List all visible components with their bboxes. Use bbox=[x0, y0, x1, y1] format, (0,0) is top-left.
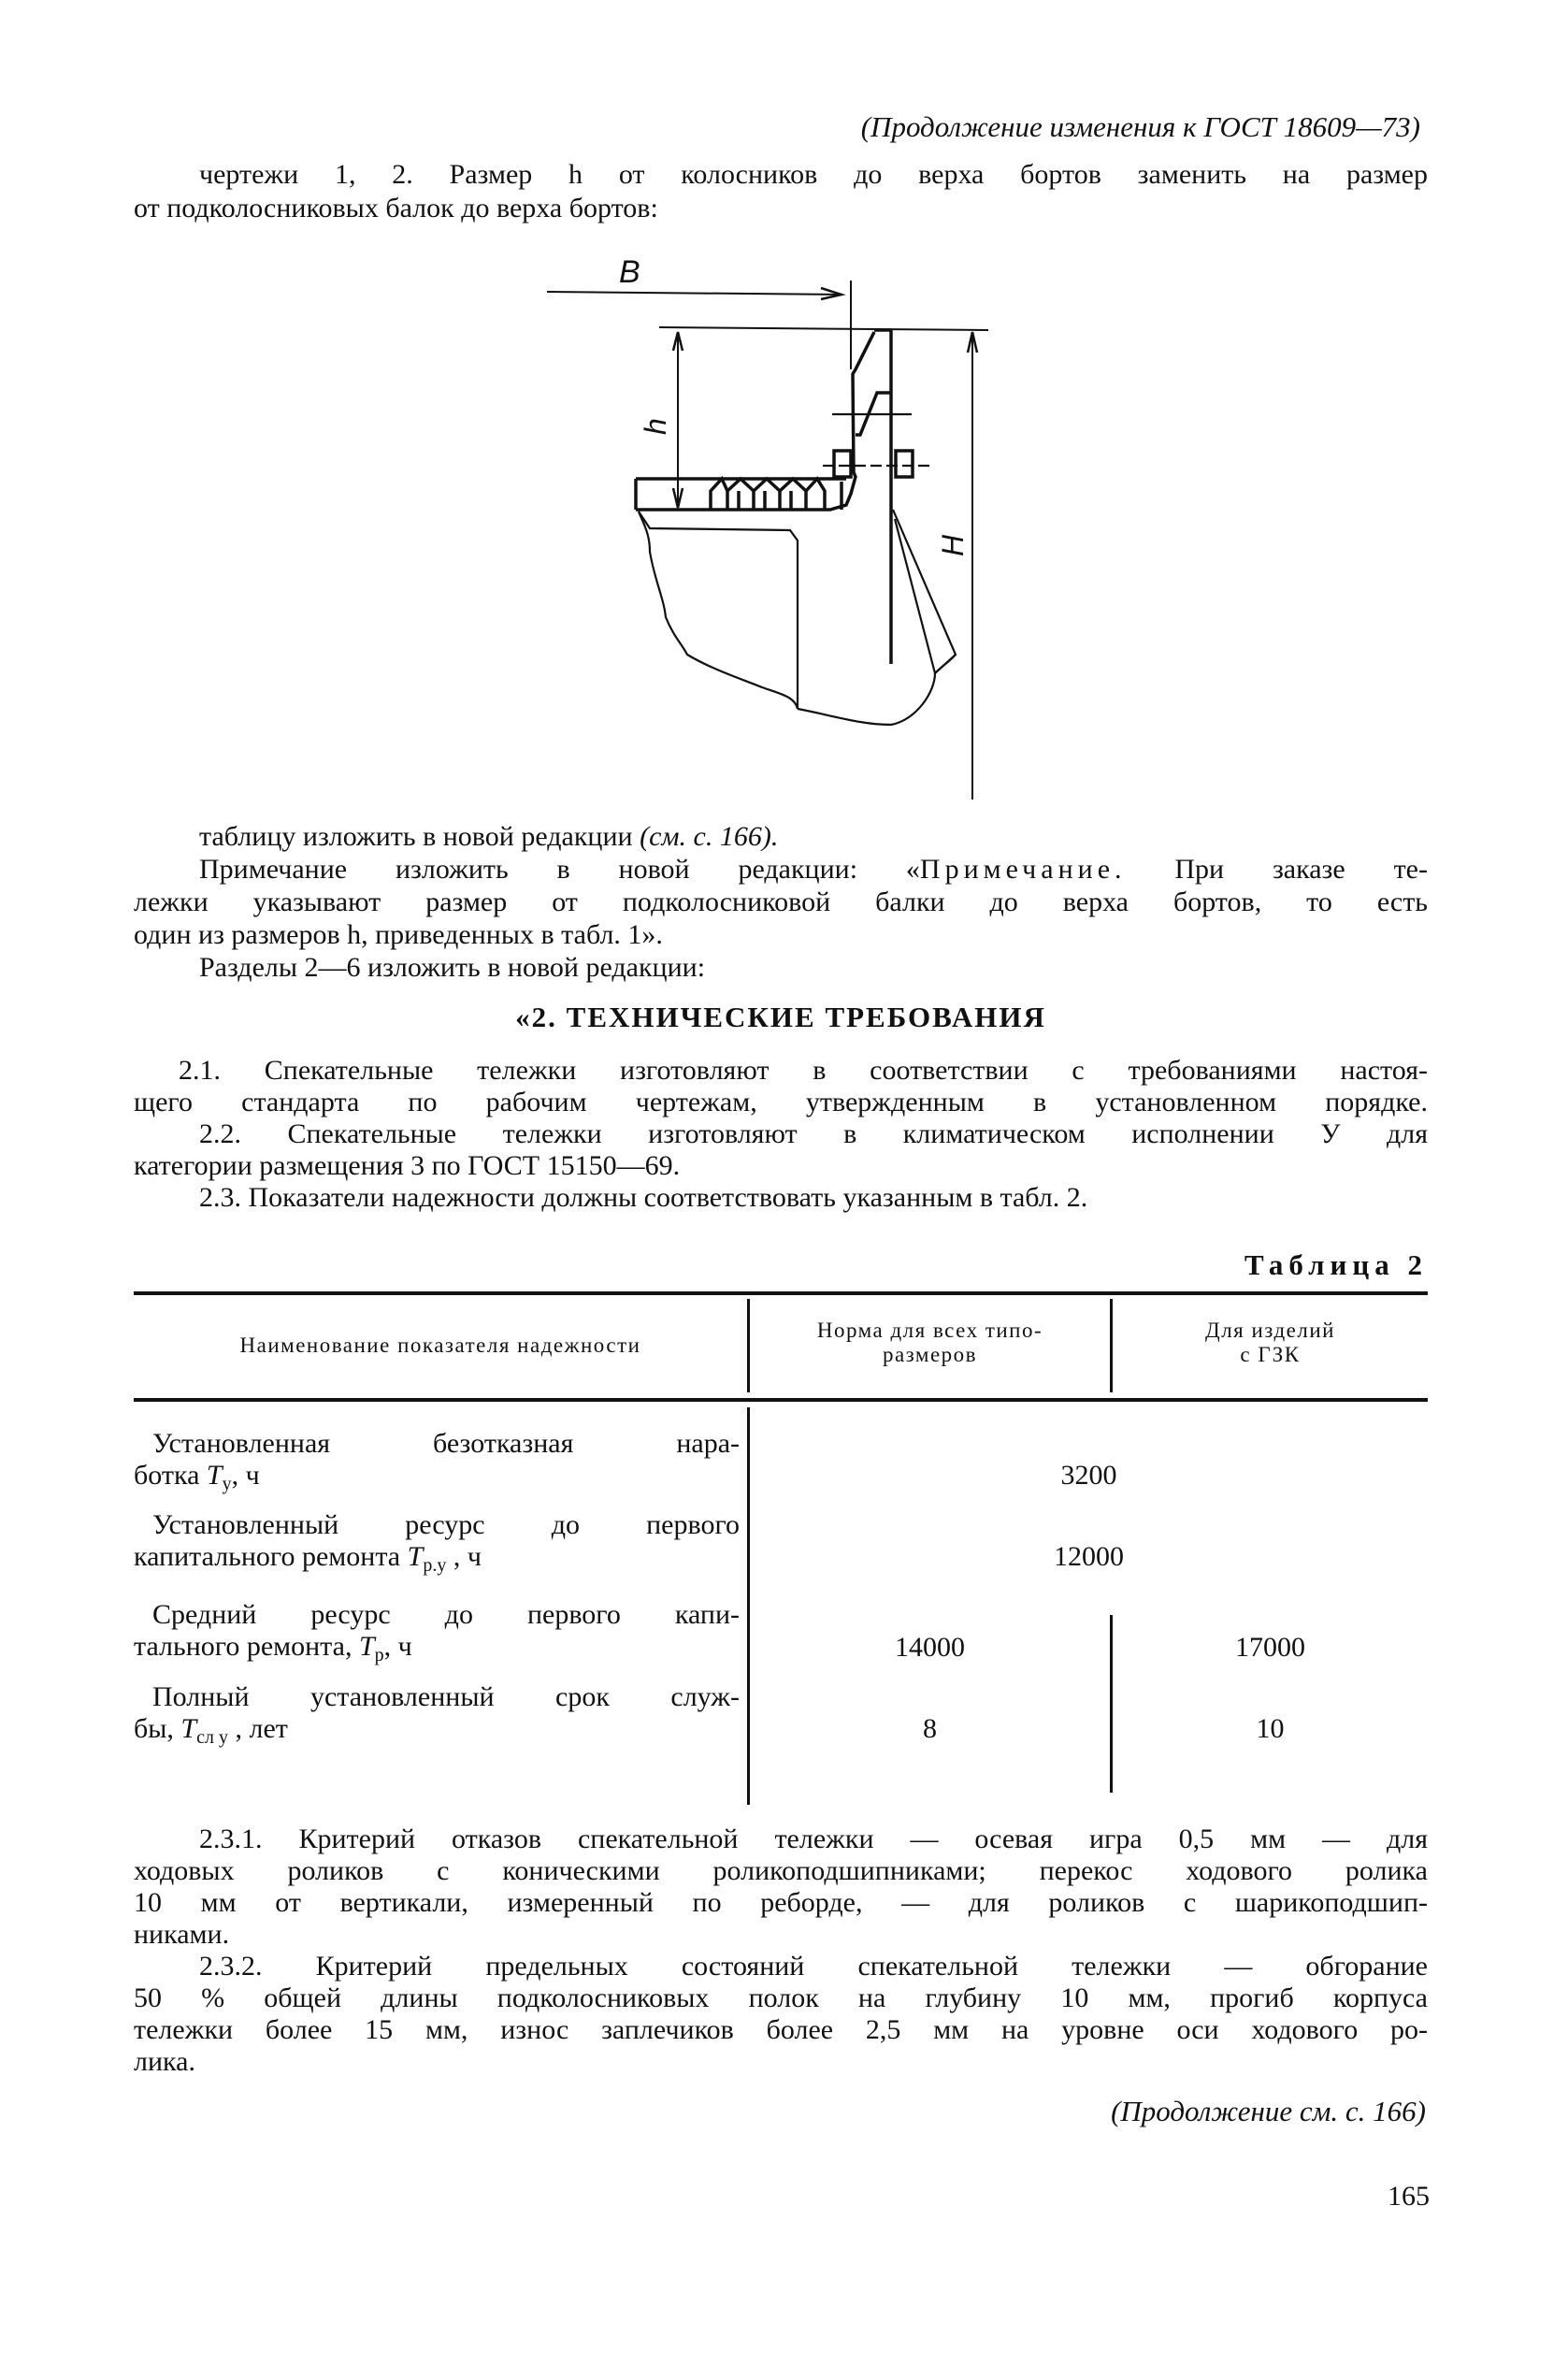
row-label-text: капитального ремонта bbox=[134, 1541, 408, 1572]
unit: , ч bbox=[446, 1541, 482, 1572]
paragraph-2-3-1-line-4: никами. bbox=[134, 1919, 230, 1950]
header-norm-line-1: Норма для всех типо- bbox=[816, 1319, 1043, 1342]
row-label-line-1: Установленная безотказная нара- bbox=[152, 1428, 740, 1459]
paragraph-2-1-line-1: 2.1. Спекательные тележки изготовляют в соответствии с требованиями настоя- bbox=[179, 1055, 1428, 1086]
symbol: T bbox=[358, 1631, 375, 1662]
value-gzk: 10 bbox=[1256, 1713, 1285, 1744]
table-row bbox=[134, 1428, 740, 1500]
row-label-line-1: Средний ресурс до первого капи- bbox=[152, 1599, 740, 1630]
symbol: T bbox=[180, 1713, 197, 1744]
note-line-2: лежки указывают размер от подколосниковой балки до верха бортов, то есть bbox=[134, 886, 1428, 917]
value-norm: 14000 bbox=[895, 1632, 965, 1663]
note-line-1 bbox=[199, 854, 1428, 886]
symbol-subscript: сл у bbox=[196, 1727, 228, 1748]
row-label-line-2 bbox=[134, 1713, 740, 1753]
section-title: «2. ТЕХНИЧЕСКИЕ ТРЕБОВАНИЯ bbox=[515, 1001, 1046, 1033]
table-row bbox=[134, 1599, 740, 1671]
table-row bbox=[134, 1681, 740, 1753]
symbol-subscript: у bbox=[222, 1474, 232, 1494]
table-note bbox=[199, 821, 778, 853]
amendment-notes bbox=[134, 821, 1428, 989]
value-gzk: 17000 bbox=[1235, 1632, 1305, 1663]
table-note-ref: (см. с. 166). bbox=[640, 821, 779, 852]
paragraph-2-3-2-line-3: тележки более 15 мм, износ заплечиков более 2,5 мм на уровне оси ходового ро- bbox=[134, 2014, 1428, 2045]
header-gzk bbox=[1113, 1319, 1428, 1367]
intro-line-1: чертежи 1, 2. Размер h от колосников до верха бортов заменить на размер bbox=[199, 159, 1428, 190]
paragraph-2-3: 2.3. Показатели надежности должны соответствовать указанным в табл. 2. bbox=[199, 1182, 1088, 1213]
paragraph-2-3-2-line-1: 2.3.2. Критерий предельных состояний спекательной тележки — обгорание bbox=[199, 1951, 1428, 1982]
value-merged: 3200 bbox=[1060, 1460, 1117, 1491]
table-top-rule bbox=[134, 1291, 1428, 1295]
page-number: 165 bbox=[1388, 2181, 1430, 2212]
criteria-paragraphs bbox=[134, 1823, 1428, 2085]
row-label-text: тального ремонта, bbox=[134, 1631, 359, 1662]
value-merged: 12000 bbox=[1054, 1541, 1124, 1572]
row-label-line-1: Полный установленный срок служ- bbox=[152, 1681, 740, 1712]
value-norm: 8 bbox=[923, 1713, 937, 1744]
intro-paragraph bbox=[134, 159, 1428, 234]
row-label-line-1: Установленный ресурс до первого bbox=[152, 1509, 740, 1540]
symbol: T bbox=[407, 1541, 424, 1572]
note-intro: Примечание изложить в новой редакции: « bbox=[199, 854, 920, 885]
dimension-label-H: H bbox=[936, 534, 970, 556]
header-norm-line-2: размеров bbox=[882, 1343, 978, 1366]
row-label-line-2 bbox=[134, 1460, 740, 1500]
paragraph-2-1-line-2: щего стандарта по рабочим чертежам, утвержденным в установленном порядке. bbox=[134, 1087, 1428, 1117]
note-line-3: один из размеров h, приведенных в табл. 1». bbox=[134, 919, 663, 950]
table-caption: Таблица 2 bbox=[1244, 1248, 1428, 1281]
paragraph-2-3-1-line-1: 2.3.1. Критерий отказов спекательной тележки — осевая игра 0,5 мм — для bbox=[199, 1823, 1428, 1854]
row-label-text: бы, bbox=[134, 1713, 181, 1744]
note-text: При заказе те- bbox=[1126, 854, 1428, 885]
row-label-line-2 bbox=[134, 1631, 740, 1671]
paragraph-2-2-line-1: 2.2. Спекательные тележки изготовляют в климатическом исполнении У для bbox=[199, 1118, 1428, 1149]
header-gzk-line-1: Для изделий bbox=[1205, 1319, 1335, 1342]
header-norm-all-sizes bbox=[750, 1319, 1110, 1367]
header-indicator-name: Наименование показателя надежности bbox=[239, 1333, 641, 1357]
unit: , ч bbox=[231, 1460, 260, 1491]
row-label-line-2 bbox=[134, 1541, 740, 1581]
symbol-subscript: р.у bbox=[423, 1555, 447, 1576]
paragraph-2-3-2-line-4: лика. bbox=[134, 2046, 195, 2077]
sections-line: Разделы 2—6 изложить в новой редакции: bbox=[199, 952, 706, 983]
paragraph-2-2-line-2: категории размещения 3 по ГОСТ 15150—69. bbox=[134, 1150, 681, 1181]
dimension-label-h: h bbox=[639, 418, 672, 435]
section-paragraphs bbox=[134, 1055, 1428, 1223]
table-header-rule bbox=[134, 1398, 1428, 1402]
row-label-text: ботка bbox=[134, 1460, 207, 1491]
unit: , лет bbox=[227, 1713, 288, 1744]
table-note-text: таблицу изложить в новой редакции bbox=[199, 821, 633, 852]
continuation-footer: (Продолжение см. с. 166) bbox=[1111, 2095, 1426, 2127]
symbol: T bbox=[206, 1460, 223, 1491]
paragraph-2-3-1-line-2: ходовых роликов с коническими роликоподшипниками; перекос ходового ролика bbox=[134, 1855, 1428, 1886]
unit: , ч bbox=[383, 1631, 412, 1662]
paragraph-2-3-2-line-2: 50 % общей длины подколосниковых полок на глубину 10 мм, прогиб корпуса bbox=[134, 1982, 1428, 2013]
symbol-subscript: р bbox=[374, 1645, 384, 1665]
paragraph-2-3-1-line-3: 10 мм от вертикали, измеренный по реборде, — для роликов с шарикоподшип- bbox=[134, 1887, 1428, 1918]
dimension-label-B: B bbox=[619, 254, 640, 290]
table-row bbox=[134, 1509, 740, 1581]
note-word: Примечание. bbox=[919, 854, 1127, 885]
intro-line-2: от подколосниковых балок до верха бортов: bbox=[134, 193, 658, 223]
trolley-side-drawing bbox=[524, 243, 1010, 804]
running-header: (Продолжение изменения к ГОСТ 18609—73) bbox=[860, 110, 1420, 143]
header-gzk-line-2: с ГЗК bbox=[1240, 1343, 1301, 1366]
